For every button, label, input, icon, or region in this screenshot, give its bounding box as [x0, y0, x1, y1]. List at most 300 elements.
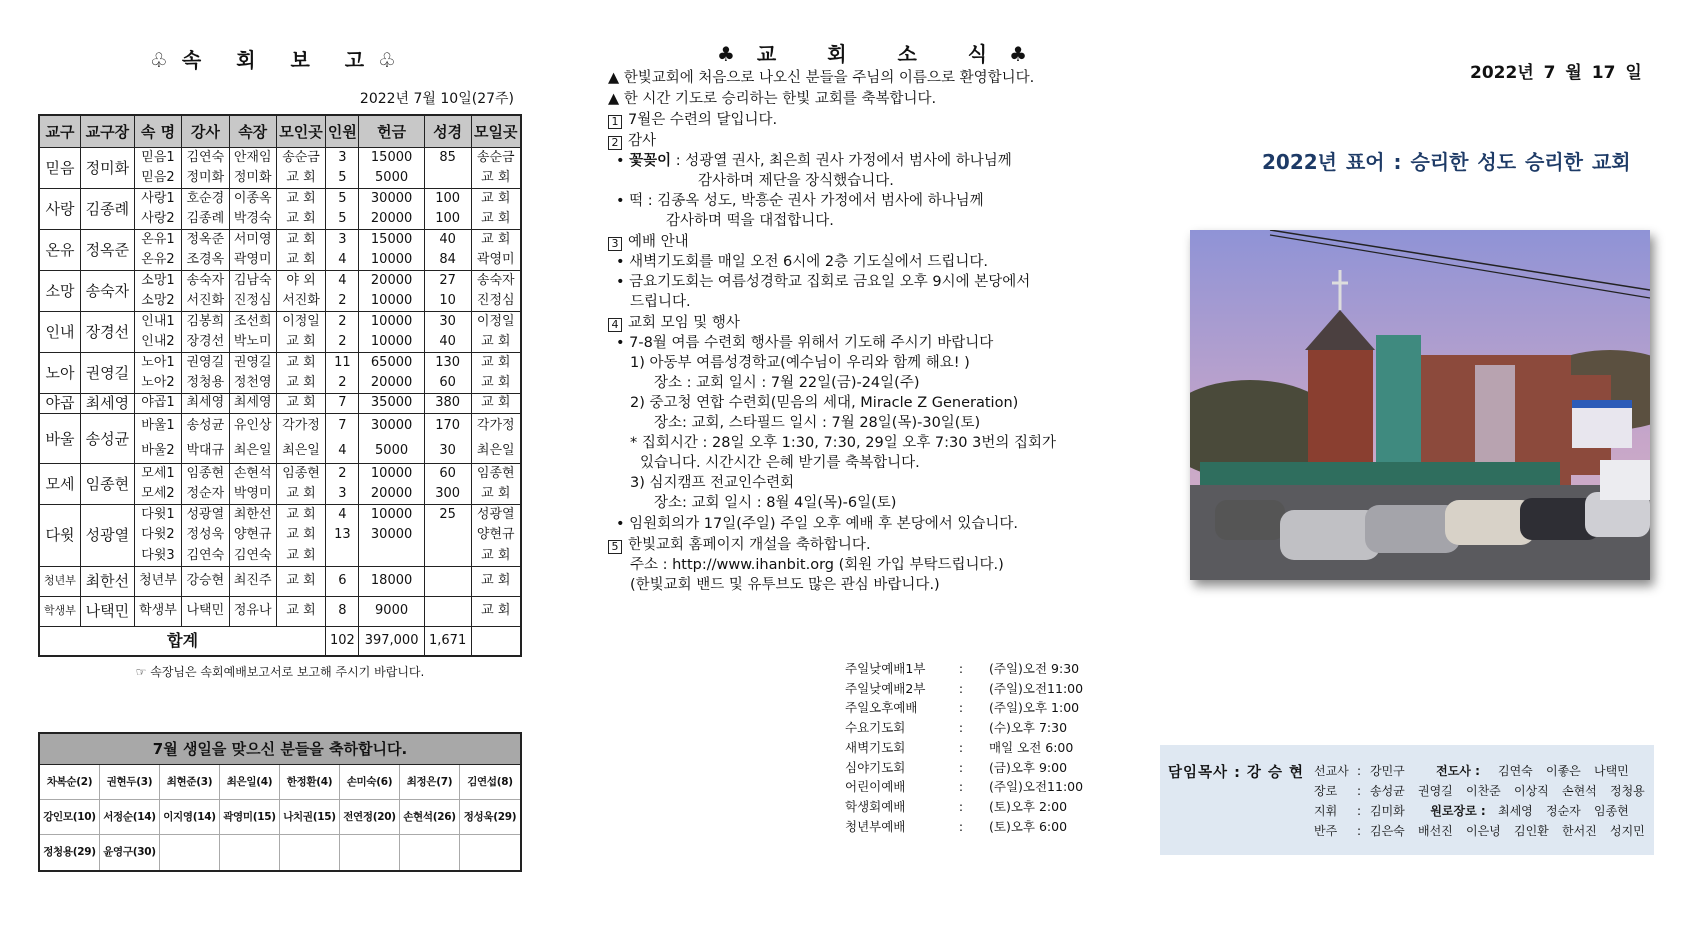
district-cell: 바울: [39, 414, 80, 464]
table-cell: 다윗3: [134, 546, 181, 567]
section-3-title: [608, 232, 1128, 252]
friday-prayer-line: • 금요기도회는 여름성경학교 집회로 금요일 오후 9시에 본당에서: [616, 274, 1031, 290]
table-cell: 20000: [359, 270, 424, 291]
separator: :: [1356, 824, 1362, 838]
col-header: 모인곳: [276, 115, 325, 147]
schedule-row: [845, 679, 1083, 699]
table-cell: 10000: [359, 505, 424, 526]
table-cell: 김봉희: [182, 311, 229, 332]
birthday-cell: 서정순(14): [100, 800, 160, 835]
separator: :: [958, 779, 964, 795]
table-cell: 130: [424, 352, 471, 373]
col-header: 강사: [182, 115, 229, 147]
table-cell: 10: [424, 291, 471, 312]
district-cell: 사랑: [39, 188, 80, 229]
col-header: 교구장: [80, 115, 134, 147]
table-cell: 380: [424, 393, 471, 414]
table-cell: 5: [326, 168, 359, 189]
table-cell: 박노미: [229, 332, 276, 353]
section-3-heading: 예배 안내: [628, 234, 689, 250]
table-cell: 김연숙: [182, 546, 229, 567]
table-cell: 7: [326, 414, 359, 439]
table-cell: 김연숙: [229, 546, 276, 567]
district-cell: 학생부: [39, 596, 80, 626]
table-row: [39, 505, 521, 526]
table-cell: 인내2: [134, 332, 181, 353]
table-cell: 조선희: [229, 311, 276, 332]
table-cell: 11: [326, 352, 359, 373]
staff-name: 이은녕: [1466, 824, 1501, 838]
table-cell: 65000: [359, 352, 424, 373]
table-row: [39, 414, 521, 439]
table-cell: 서진화: [276, 291, 325, 312]
table-cell: 교 회: [276, 250, 325, 271]
table-cell: 100: [424, 209, 471, 230]
separator: :: [958, 759, 964, 775]
service-name: 어린이예배: [845, 779, 906, 795]
report-note: ☞ 속장님은 속회예배보고서로 보고해 주시기 바랍니다.: [135, 665, 425, 679]
staff-role: 선교사: [1314, 764, 1349, 778]
total-people: 102: [326, 626, 359, 656]
table-cell: [424, 525, 471, 546]
district-leader-cell: 장경선: [80, 311, 134, 352]
table-cell: 60: [424, 373, 471, 394]
service-name: 새벽기도회: [845, 739, 906, 755]
staff-name: 나택민: [1594, 764, 1629, 778]
table-cell: 성광열: [182, 505, 229, 526]
bulletin-date: 2022년 7 월 17 일: [1470, 63, 1642, 83]
schedule-row: [845, 758, 1083, 778]
event-line: 있습니다. 시간시간 은혜 받기를 축복합니다.: [640, 455, 920, 471]
col-header: 속장: [229, 115, 276, 147]
district-leader-cell: 정미화: [80, 147, 134, 188]
staff-role: 반주: [1314, 824, 1338, 838]
prayer-line: ▲ 한 시간 기도로 승리하는 한빛 교회를 축복합니다.: [608, 91, 937, 107]
district-leader-cell: 송숙자: [80, 270, 134, 311]
table-cell: 27: [424, 270, 471, 291]
table-row: [39, 229, 521, 250]
table-cell: 소망1: [134, 270, 181, 291]
birthday-cell: 최정은(7): [400, 765, 460, 800]
staff-row: [1314, 781, 1658, 801]
district-leader-cell: 임종현: [80, 464, 134, 505]
table-cell: 곽영미: [471, 250, 521, 271]
table-cell: 온유1: [134, 229, 181, 250]
section-5-heading: 한빛교회 홈페이지 개설을 축하합니다.: [628, 537, 871, 553]
table-cell: 정천영: [229, 373, 276, 394]
table-cell: 3: [326, 147, 359, 168]
birthday-cell: 최현준(3): [160, 765, 220, 800]
table-cell: 교 회: [471, 596, 521, 626]
table-cell: 10000: [359, 311, 424, 332]
table-row: [39, 566, 521, 596]
staff-name: 이상직: [1514, 784, 1549, 798]
service-name: 주일낮예배1부: [845, 661, 926, 676]
staff-name: 정청용: [1610, 784, 1645, 798]
table-cell: 다윗2: [134, 525, 181, 546]
table-cell: 교 회: [276, 393, 325, 414]
service-time: (주일)오전11:00: [989, 779, 1084, 795]
table-cell: 김연숙: [182, 147, 229, 168]
table-cell: 박경숙: [229, 209, 276, 230]
table-cell: 각가정: [276, 414, 325, 439]
district-cell: 인내: [39, 311, 80, 352]
table-cell: 바울1: [134, 414, 181, 439]
friday-prayer-line-2: 드립니다.: [630, 294, 691, 310]
service-name: 청년부예배: [845, 818, 906, 834]
service-time: (수)오후 7:30: [989, 720, 1068, 736]
table-cell: 6: [326, 566, 359, 596]
flower-line-2: 감사하며 제단을 장식했습니다.: [698, 173, 894, 189]
col-header: 속 명: [134, 115, 181, 147]
table-cell: 10000: [359, 291, 424, 312]
table-cell: 30: [424, 311, 471, 332]
separator: :: [958, 739, 964, 755]
table-cell: 교 회: [276, 209, 325, 230]
separator: :: [958, 798, 964, 814]
table-cell: 장경선: [182, 332, 229, 353]
table-cell: 30: [424, 439, 471, 464]
staff-name: 배선진: [1418, 824, 1453, 838]
staff-name: 권영길: [1418, 784, 1453, 798]
table-cell: 믿음2: [134, 168, 181, 189]
table-cell: 3: [326, 229, 359, 250]
table-cell: 4: [326, 439, 359, 464]
table-cell: 정순자: [182, 484, 229, 505]
birthday-cell: [160, 835, 220, 870]
table-cell: 호순경: [182, 188, 229, 209]
district-leader-cell: 송성균: [80, 414, 134, 464]
service-time: (토)오후 6:00: [989, 818, 1068, 834]
table-cell: 임종현: [471, 464, 521, 485]
birthday-cell: 손미숙(6): [340, 765, 400, 800]
service-name: 주일오후예배: [845, 700, 918, 716]
separator: :: [1356, 784, 1362, 798]
table-cell: 4: [326, 270, 359, 291]
table-cell: 교 회: [276, 596, 325, 626]
table-cell: 8: [326, 596, 359, 626]
table-cell: 강승현: [182, 566, 229, 596]
table-cell: 30000: [359, 525, 424, 546]
staff-row: [1314, 761, 1658, 781]
table-cell: 교 회: [276, 373, 325, 394]
schedule-row: [845, 659, 1083, 679]
service-time: (토)오후 2:00: [989, 798, 1068, 814]
birthday-cell: [400, 835, 460, 870]
table-cell: 교 회: [471, 188, 521, 209]
table-cell: 유인상: [229, 414, 276, 439]
table-cell: 송숙자: [471, 270, 521, 291]
table-cell: 최은일: [471, 439, 521, 464]
staff-name: 한서진: [1562, 824, 1597, 838]
district-leader-cell: 성광열: [80, 505, 134, 567]
table-cell: 교 회: [471, 332, 521, 353]
report-date: 2022년 7월 10일(27주): [359, 91, 514, 107]
birthday-cell: 차복순(2): [40, 765, 100, 800]
church-news-section: [608, 44, 1128, 595]
table-cell: 청년부: [134, 566, 181, 596]
table-cell: 최진주: [229, 566, 276, 596]
table-cell: 30000: [359, 414, 424, 439]
staff-name: 김은숙: [1370, 824, 1405, 838]
table-cell: 안재임: [229, 147, 276, 168]
table-cell: 양현규: [471, 525, 521, 546]
table-cell: 교 회: [276, 484, 325, 505]
event-line: * 집회시간 : 28일 오후 1:30, 7:30, 29일 오후 7:30 3번의 집회가: [630, 435, 1056, 451]
birthday-cell: 권현두(3): [100, 765, 160, 800]
birthday-cell: 윤영구(30): [100, 835, 160, 870]
dawn-prayer-line: • 새벽기도회를 매일 오전 6시에 2층 기도실에서 드립니다.: [616, 254, 989, 270]
homepage-address: 주소 : http://www.ihanbit.org (회원 가입 부탁드립니다.): [630, 557, 1004, 573]
table-cell: 송성균: [182, 414, 229, 439]
table-cell: 노아1: [134, 352, 181, 373]
col-header: 교구: [39, 115, 80, 147]
separator: :: [1356, 804, 1362, 818]
birthday-title: 7월 생일을 맞으신 분들을 축하합니다.: [40, 734, 520, 765]
total-row: [39, 626, 521, 656]
total-bible: 1,671: [424, 626, 471, 656]
table-cell: 13: [326, 525, 359, 546]
table-cell: 교 회: [471, 546, 521, 567]
table-cell: 10000: [359, 332, 424, 353]
cell-report-table: [38, 114, 522, 657]
table-cell: 교 회: [471, 229, 521, 250]
table-cell: [326, 546, 359, 567]
staff-role: 지휘: [1314, 804, 1338, 818]
cell-report-section: [38, 44, 522, 680]
table-cell: 진정심: [471, 291, 521, 312]
table-cell: 교 회: [276, 525, 325, 546]
birthday-cell: 정성욱(29): [460, 800, 520, 835]
staff-subrole: 전도사 :: [1436, 764, 1480, 778]
table-cell: 10000: [359, 250, 424, 271]
report-body: [39, 147, 521, 656]
table-cell: 교 회: [276, 352, 325, 373]
table-cell: 20000: [359, 484, 424, 505]
separator: :: [958, 720, 964, 736]
staff-name: 성지민: [1610, 824, 1645, 838]
table-cell: 손현석: [229, 464, 276, 485]
col-header: 헌금: [359, 115, 424, 147]
table-cell: 170: [424, 414, 471, 439]
table-cell: [424, 566, 471, 596]
table-cell: 최세영: [229, 393, 276, 414]
section-1-text: 7월은 수련의 달입니다.: [628, 112, 778, 128]
event-line: • 임원회의가 17일(주일) 주일 오후 예배 후 본당에서 있습니다.: [616, 516, 1018, 532]
table-cell: 최한선: [229, 505, 276, 526]
senior-pastor: 담임목사 : 강 승 현: [1168, 765, 1305, 781]
table-row: [39, 270, 521, 291]
table-cell: 온유2: [134, 250, 181, 271]
table-cell: 20000: [359, 209, 424, 230]
table-cell: 교 회: [471, 168, 521, 189]
birthday-cell: 최은일(4): [220, 765, 280, 800]
service-time: (주일)오후 1:00: [989, 700, 1080, 716]
birthday-cell: [340, 835, 400, 870]
staff-name: 임종현: [1594, 804, 1629, 818]
table-cell: 임종현: [276, 464, 325, 485]
flower-line: • 꽃꽂이 : 성광열 권사, 최은희 권사 가정에서 범사에 하나님께: [616, 153, 1012, 169]
district-cell: 소망: [39, 270, 80, 311]
district-cell: 노아: [39, 352, 80, 393]
event-line: 3) 심지캠프 전교인수련회: [630, 475, 795, 491]
table-cell: 300: [424, 484, 471, 505]
rice-cake-line-2: 감사하며 떡을 대접합니다.: [666, 213, 834, 229]
table-cell: 60: [424, 464, 471, 485]
table-cell: 박영미: [229, 484, 276, 505]
total-label: 합계: [39, 626, 326, 656]
district-leader-cell: 권영길: [80, 352, 134, 393]
table-cell: 2: [326, 311, 359, 332]
table-row: [39, 147, 521, 168]
staff-name: 이좋은: [1546, 764, 1581, 778]
table-cell: 이정일: [276, 311, 325, 332]
table-cell: 믿음1: [134, 147, 181, 168]
table-cell: 양현규: [229, 525, 276, 546]
table-cell: 성광열: [471, 505, 521, 526]
service-name: 수요기도회: [845, 720, 906, 736]
district-leader-cell: 최한선: [80, 566, 134, 596]
district-cell: 다윗: [39, 505, 80, 567]
table-cell: 조경옥: [182, 250, 229, 271]
table-cell: 교 회: [471, 373, 521, 394]
section-4-title: [608, 313, 1128, 333]
report-title: ♧속 회 보 고♧: [149, 48, 411, 72]
table-cell: 5000: [359, 439, 424, 464]
table-cell: 모세1: [134, 464, 181, 485]
birthday-cell: [220, 835, 280, 870]
table-cell: 이정일: [471, 311, 521, 332]
schedule-row: [845, 738, 1083, 758]
table-header-row: [39, 115, 521, 147]
staff-name: 강민구: [1370, 764, 1405, 778]
table-cell: 서진화: [182, 291, 229, 312]
band-youtube-line: (한빛교회 밴드 및 유투브도 많은 관심 바랍니다.): [630, 577, 940, 593]
table-cell: 학생부: [134, 596, 181, 626]
table-cell: 85: [424, 147, 471, 168]
separator: :: [958, 661, 964, 676]
table-cell: 송순금: [471, 147, 521, 168]
staff-row: [1314, 801, 1658, 821]
schedule-row: [845, 817, 1083, 837]
table-cell: [424, 546, 471, 567]
table-row: [39, 352, 521, 373]
schedule-row: [845, 797, 1083, 817]
table-cell: 교 회: [471, 566, 521, 596]
table-cell: 정옥준: [182, 229, 229, 250]
table-cell: 권영길: [182, 352, 229, 373]
table-cell: 교 회: [276, 168, 325, 189]
birthday-cell: 김연섭(8): [460, 765, 520, 800]
separator: :: [958, 700, 964, 716]
number-box: 3: [608, 237, 622, 251]
table-cell: 교 회: [276, 188, 325, 209]
staff-role: 장로: [1314, 784, 1338, 798]
schedule-row: [845, 777, 1083, 797]
district-leader-cell: 최세영: [80, 393, 134, 414]
table-cell: 박대규: [182, 439, 229, 464]
worship-schedule: [845, 659, 1083, 836]
table-cell: 인내1: [134, 311, 181, 332]
col-header: 성경: [424, 115, 471, 147]
news-title: ♣교 회 소 식♣: [716, 42, 1050, 66]
table-cell: 김남숙: [229, 270, 276, 291]
staff-name: 김미화: [1370, 804, 1405, 818]
table-cell: 40: [424, 332, 471, 353]
table-cell: 2: [326, 373, 359, 394]
table-cell: 15000: [359, 229, 424, 250]
schedule-row: [845, 698, 1083, 718]
service-name: 심야기도회: [845, 759, 906, 775]
table-cell: 25: [424, 505, 471, 526]
service-time: (금)오후 9:00: [989, 759, 1068, 775]
event-line: 1) 아동부 여름성경학교(예수님이 우리와 함께 해요! ): [630, 355, 970, 371]
table-cell: 교 회: [276, 566, 325, 596]
staff-name: 송성균: [1370, 784, 1405, 798]
table-cell: 소망2: [134, 291, 181, 312]
table-cell: 진정심: [229, 291, 276, 312]
church-building-photo: [1190, 230, 1650, 580]
table-row: [39, 311, 521, 332]
staff-name: 정순자: [1546, 804, 1581, 818]
birthday-cell: 한정환(4): [280, 765, 340, 800]
separator: :: [958, 818, 964, 834]
table-cell: 교 회: [471, 209, 521, 230]
number-box: 5: [608, 540, 622, 554]
table-cell: 교 회: [276, 505, 325, 526]
table-cell: 권영길: [229, 352, 276, 373]
table-cell: [424, 596, 471, 626]
table-cell: 교 회: [276, 332, 325, 353]
district-cell: 모세: [39, 464, 80, 505]
table-cell: [359, 546, 424, 567]
table-cell: 정성욱: [182, 525, 229, 546]
table-cell: 15000: [359, 147, 424, 168]
birthday-cell: 정청용(29): [40, 835, 100, 870]
table-cell: 노아2: [134, 373, 181, 394]
service-name: 학생회예배: [845, 798, 906, 814]
table-cell: 최세영: [182, 393, 229, 414]
table-cell: 교 회: [471, 352, 521, 373]
table-cell: 35000: [359, 393, 424, 414]
birthday-cell: 전연정(20): [340, 800, 400, 835]
table-cell: 84: [424, 250, 471, 271]
table-cell: 2: [326, 332, 359, 353]
section-2-title: [608, 131, 1128, 151]
table-cell: 야 외: [276, 270, 325, 291]
table-cell: 100: [424, 188, 471, 209]
birthday-box: [38, 732, 522, 872]
table-cell: 정유나: [229, 596, 276, 626]
table-cell: 송순금: [276, 147, 325, 168]
separator: :: [958, 680, 964, 696]
schedule-row: [845, 718, 1083, 738]
table-cell: 교 회: [471, 393, 521, 414]
table-cell: [424, 168, 471, 189]
district-leader-cell: 나택민: [80, 596, 134, 626]
table-cell: 최은일: [229, 439, 276, 464]
table-cell: 교 회: [276, 229, 325, 250]
event-line: 장소: 교회 일시 : 8월 4일(목)-6일(토): [654, 495, 897, 511]
staff-name: 김인환: [1514, 824, 1549, 838]
district-cell: 청년부: [39, 566, 80, 596]
number-box: 4: [608, 318, 622, 332]
table-cell: 10000: [359, 464, 424, 485]
service-name: 주일낮예배2부: [845, 680, 926, 696]
table-cell: 4: [326, 250, 359, 271]
staff-name: 이찬준: [1466, 784, 1501, 798]
section-4-heading: 교회 모임 및 행사: [628, 315, 740, 331]
